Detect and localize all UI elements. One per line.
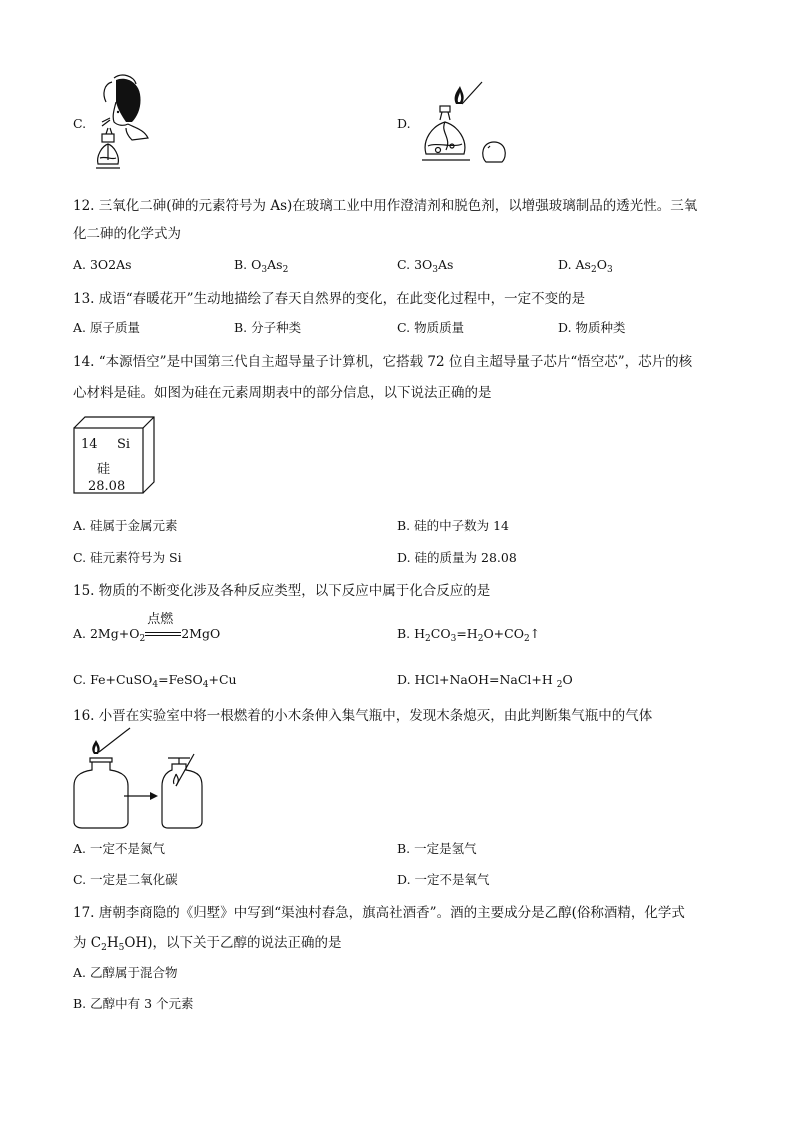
q15-option-d[interactable]: D. HCl+NaOH=NaCl+H $_2$O [397,672,573,690]
q12-stem-line2: 化二砷的化学式为 [73,226,181,242]
q14-option-b[interactable]: B. 硅的中子数为 14 [397,518,510,533]
q17-stem-line1: 17. 唐朝李商隐的《归墅》中写到“渠浊村舂急，旗高社酒香”。酒的主要成分是乙醇(俗称酒精，化学式 [73,905,685,921]
q16-stem: 16. 小晋在实验室中将一根燃着的小木条伸入集气瓶中，发现木条熄灭，由此判断集气瓶中的气体 [73,708,653,724]
q12-option-c[interactable]: C. $3O_3As$ [397,257,454,275]
element-atomic-mass: 28.08 [88,479,126,494]
q11-option-c-image [92,72,162,182]
element-symbol: Si [117,437,131,452]
q13-option-d[interactable]: D. 物质种类 [558,320,626,335]
q14-stem-line2: 心材料是硅。如图为硅在元素周期表中的部分信息，以下说法正确的是 [73,385,492,401]
q17-stem-line2: 为 $C_2H_5OH$)，以下关于乙醇的说法正确的是 [73,935,342,953]
q15-option-b[interactable]: B. $H_2CO_3=H_2O+CO_2↑$ [397,626,541,644]
q12-option-d[interactable]: D. $As_2O_3$ [558,257,613,275]
element-name: 硅 [97,462,111,477]
q16-option-d[interactable]: D. 一定不是氧气 [397,872,490,887]
reaction-condition: 点燃 [147,611,174,627]
gas-bottle-experiment [72,726,222,830]
q15-stem: 15. 物质的不断变化涉及各种反应类型，以下反应中属于化合反应的是 [73,583,491,599]
q14-option-d[interactable]: D. 硅的质量为 28.08 [397,550,517,565]
q14-stem-line1: 14. “本源悟空”是中国第三代自主超导量子计算机，它搭载 72 位自主超导量子芯片“悟空芯”，芯片的核 [73,354,693,370]
q13-stem: 13. 成语“春暖花开”生动地描绘了春天自然界的变化，在此变化过程中，一定不变的是 [73,291,586,307]
q14-option-a[interactable]: A. 硅属于金属元素 [73,518,178,533]
q13-option-b[interactable]: B. 分子种类 [234,320,302,335]
q11-option-d-image [418,76,518,171]
q15-option-c[interactable]: C. Fe+CuSO$_4$=FeSO$_4$+Cu [73,672,237,690]
reaction-condition-bar [145,611,181,640]
q11-option-d-label: D. [397,116,411,131]
element-atomic-number: 14 [81,437,98,452]
q16-option-a[interactable]: A. 一定不是氮气 [73,841,165,856]
q16-option-b[interactable]: B. 一定是氢气 [397,841,477,856]
q13-option-a[interactable]: A. 原子质量 [73,320,140,335]
q11-option-c-label: C. [73,116,87,131]
q13-option-c[interactable]: C. 物质质量 [397,320,465,335]
q17-option-b[interactable]: B. 乙醇中有 3 个元素 [73,996,194,1011]
q12-option-a[interactable]: A. 3O2As [73,257,132,272]
q16-option-c[interactable]: C. 一定是二氧化碳 [73,872,178,887]
q17-option-a[interactable]: A. 乙醇属于混合物 [73,965,178,980]
q12-stem-line1: 12. 三氧化二砷(砷的元素符号为 As)在玻璃工业中用作澄清剂和脱色剂，以增强玻璃制品的透光性。三氧 [73,198,698,214]
q15-option-a[interactable]: A. $2Mg+O_2$ 点燃 2MgO [73,626,220,641]
q12-option-b[interactable]: B. $O_3As_2$ [234,257,289,275]
q14-option-c[interactable]: C. 硅元素符号为 Si [73,550,182,565]
